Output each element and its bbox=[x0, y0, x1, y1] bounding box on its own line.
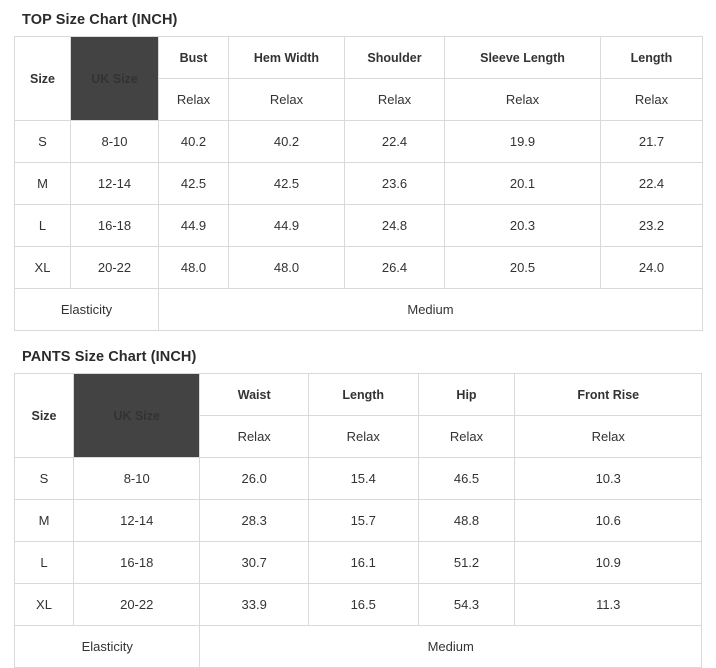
table-row bbox=[15, 458, 702, 500]
subheader-sleeve-length-relax: Relax bbox=[445, 79, 601, 121]
table-row bbox=[15, 247, 703, 289]
cell-hip: 48.8 bbox=[418, 500, 515, 542]
subheader-length-relax: Relax bbox=[308, 416, 418, 458]
cell-front-rise: 11.3 bbox=[515, 584, 702, 626]
cell-hip: 46.5 bbox=[418, 458, 515, 500]
cell-size: S bbox=[15, 458, 74, 500]
table-row bbox=[15, 500, 702, 542]
cell-front-rise: 10.6 bbox=[515, 500, 702, 542]
table-row bbox=[15, 121, 703, 163]
header-hip: Hip bbox=[418, 374, 515, 416]
table-row bbox=[15, 205, 703, 247]
cell-length: 16.1 bbox=[308, 542, 418, 584]
cell-shoulder: 24.8 bbox=[345, 205, 445, 247]
elasticity-value: Medium bbox=[159, 289, 703, 331]
cell-waist: 33.9 bbox=[200, 584, 309, 626]
cell-bust: 48.0 bbox=[159, 247, 229, 289]
cell-waist: 30.7 bbox=[200, 542, 309, 584]
cell-uk-size: 16-18 bbox=[71, 205, 159, 247]
subheader-waist-relax: Relax bbox=[200, 416, 309, 458]
cell-size: M bbox=[15, 163, 71, 205]
cell-uk-size: 12-14 bbox=[71, 163, 159, 205]
header-length: Length bbox=[308, 374, 418, 416]
section-spacer bbox=[14, 331, 702, 345]
cell-size: XL bbox=[15, 247, 71, 289]
cell-length: 15.4 bbox=[308, 458, 418, 500]
cell-sleeve-length: 20.5 bbox=[445, 247, 601, 289]
elasticity-label: Elasticity bbox=[15, 289, 159, 331]
cell-length: 23.2 bbox=[601, 205, 703, 247]
table-row bbox=[15, 584, 702, 626]
cell-length: 16.5 bbox=[308, 584, 418, 626]
cell-front-rise: 10.3 bbox=[515, 458, 702, 500]
header-size: Size bbox=[15, 374, 74, 458]
subheader-length-relax: Relax bbox=[601, 79, 703, 121]
table-header-row bbox=[15, 374, 702, 416]
cell-bust: 44.9 bbox=[159, 205, 229, 247]
cell-uk-size: 16-18 bbox=[74, 542, 200, 584]
cell-size: XL bbox=[15, 584, 74, 626]
cell-hem-width: 42.5 bbox=[229, 163, 345, 205]
cell-length: 15.7 bbox=[308, 500, 418, 542]
cell-hip: 54.3 bbox=[418, 584, 515, 626]
cell-hem-width: 48.0 bbox=[229, 247, 345, 289]
header-uk-size: UK Size bbox=[74, 374, 200, 458]
elasticity-label: Elasticity bbox=[15, 626, 200, 668]
subheader-front-rise-relax: Relax bbox=[515, 416, 702, 458]
cell-uk-size: 8-10 bbox=[74, 458, 200, 500]
cell-uk-size: 20-22 bbox=[74, 584, 200, 626]
pants-size-chart-title: PANTS Size Chart (INCH) bbox=[22, 349, 197, 365]
cell-hip: 51.2 bbox=[418, 542, 515, 584]
cell-size: M bbox=[15, 500, 74, 542]
header-shoulder: Shoulder bbox=[345, 37, 445, 79]
cell-sleeve-length: 20.1 bbox=[445, 163, 601, 205]
cell-front-rise: 10.9 bbox=[515, 542, 702, 584]
header-hem-width: Hem Width bbox=[229, 37, 345, 79]
cell-length: 21.7 bbox=[601, 121, 703, 163]
cell-sleeve-length: 20.3 bbox=[445, 205, 601, 247]
cell-bust: 40.2 bbox=[159, 121, 229, 163]
cell-waist: 26.0 bbox=[200, 458, 309, 500]
cell-uk-size: 12-14 bbox=[74, 500, 200, 542]
table-row bbox=[15, 542, 702, 584]
header-front-rise: Front Rise bbox=[515, 374, 702, 416]
header-size: Size bbox=[15, 37, 71, 121]
subheader-bust-relax: Relax bbox=[159, 79, 229, 121]
subheader-hem-width-relax: Relax bbox=[229, 79, 345, 121]
top-size-chart-table bbox=[14, 36, 703, 331]
cell-shoulder: 26.4 bbox=[345, 247, 445, 289]
elasticity-value: Medium bbox=[200, 626, 702, 668]
table-footer-row bbox=[15, 626, 702, 668]
pants-size-chart-table bbox=[14, 373, 702, 668]
header-bust: Bust bbox=[159, 37, 229, 79]
cell-bust: 42.5 bbox=[159, 163, 229, 205]
header-uk-size: UK Size bbox=[71, 37, 159, 121]
table-row bbox=[15, 163, 703, 205]
cell-size: L bbox=[15, 205, 71, 247]
table-header-row bbox=[15, 37, 703, 79]
cell-shoulder: 22.4 bbox=[345, 121, 445, 163]
cell-uk-size: 20-22 bbox=[71, 247, 159, 289]
header-length: Length bbox=[601, 37, 703, 79]
subheader-shoulder-relax: Relax bbox=[345, 79, 445, 121]
cell-shoulder: 23.6 bbox=[345, 163, 445, 205]
cell-length: 22.4 bbox=[601, 163, 703, 205]
cell-size: S bbox=[15, 121, 71, 163]
cell-length: 24.0 bbox=[601, 247, 703, 289]
cell-uk-size: 8-10 bbox=[71, 121, 159, 163]
header-sleeve-length: Sleeve Length bbox=[445, 37, 601, 79]
cell-hem-width: 40.2 bbox=[229, 121, 345, 163]
cell-hem-width: 44.9 bbox=[229, 205, 345, 247]
top-size-chart-title: TOP Size Chart (INCH) bbox=[22, 12, 178, 28]
header-waist: Waist bbox=[200, 374, 309, 416]
cell-size: L bbox=[15, 542, 74, 584]
table-footer-row bbox=[15, 289, 703, 331]
cell-sleeve-length: 19.9 bbox=[445, 121, 601, 163]
subheader-hip-relax: Relax bbox=[418, 416, 515, 458]
cell-waist: 28.3 bbox=[200, 500, 309, 542]
